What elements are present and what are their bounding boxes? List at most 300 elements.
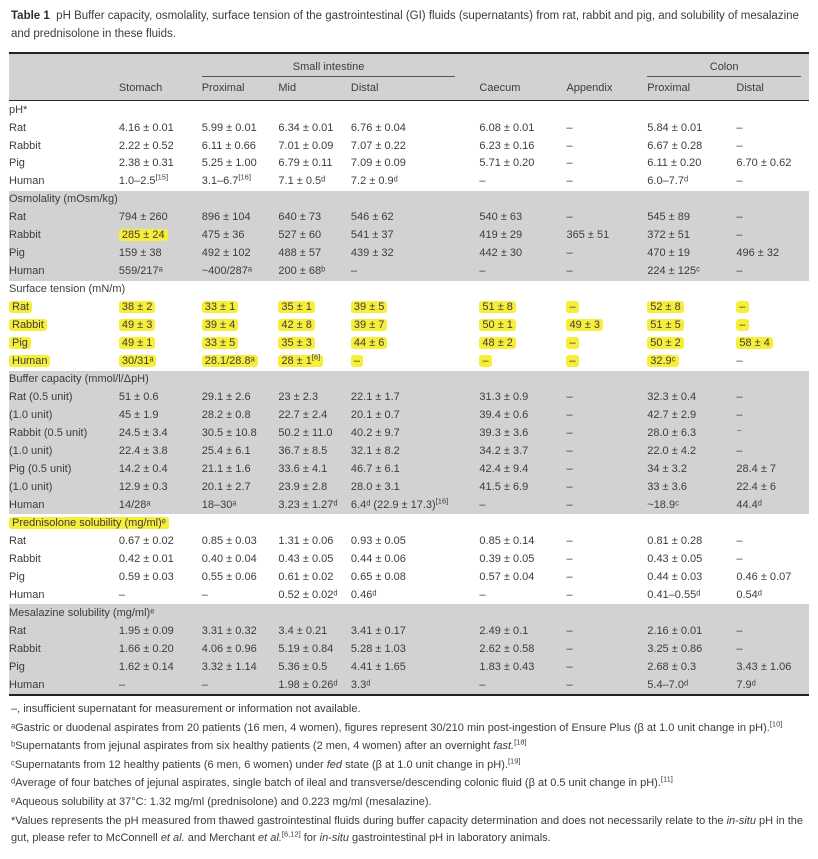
- data-cell: 5.19 ± 0.84: [278, 640, 351, 658]
- data-cell: 1.66 ± 0.20: [119, 640, 202, 658]
- row-label: Pig: [9, 245, 119, 263]
- data-cell: 2.38 ± 0.31: [118, 157, 174, 170]
- data-cell: –: [566, 658, 647, 676]
- section-header-row: [9, 514, 809, 532]
- data-cell: 470 ± 19: [647, 245, 736, 263]
- table-row: [9, 119, 809, 137]
- data-cell: 6.76 ± 0.04: [350, 121, 406, 134]
- table-header: [9, 53, 809, 101]
- table-row: [9, 209, 809, 227]
- data-cell: 419 ± 29: [479, 227, 566, 245]
- row-label: Rabbit: [9, 227, 119, 245]
- row-label: Pig (0.5 unit): [9, 460, 119, 478]
- row-label: Human: [9, 676, 119, 695]
- data-cell: –: [351, 263, 480, 281]
- data-cell: 2.62 ± 0.58: [479, 640, 566, 658]
- row-label: Pig: [9, 157, 25, 170]
- data-cell: 6.79 ± 0.11: [278, 157, 333, 170]
- data-cell: [202, 317, 279, 335]
- section-header-row: [9, 191, 809, 209]
- data-cell: 439 ± 32: [351, 245, 480, 263]
- data-cell: ~400/287ᵃ: [202, 263, 279, 281]
- header-spacer: [9, 53, 202, 80]
- table-row: [9, 586, 809, 604]
- data-cell: 794 ± 260: [119, 209, 202, 227]
- data-cell: 22.7 ± 2.4: [278, 407, 351, 425]
- data-cell: [278, 353, 351, 371]
- data-cell: [278, 299, 351, 317]
- table-row: [9, 425, 809, 443]
- data-cell: 14.2 ± 0.4: [119, 460, 202, 478]
- table-row: [9, 299, 809, 317]
- highlight: 51 ± 8: [479, 301, 516, 313]
- data-cell: 28.4 ± 7: [736, 460, 809, 478]
- data-cell: 0.39 ± 0.05: [479, 552, 535, 565]
- data-cell: 3.3ᵈ: [351, 676, 480, 695]
- data-cell: 0.44 ± 0.06: [350, 552, 406, 565]
- data-cell: –: [566, 175, 573, 188]
- data-cell: 3.4 ± 0.21: [278, 622, 351, 640]
- data-cell: 20.1 ± 2.7: [202, 478, 279, 496]
- table-row: [9, 245, 809, 263]
- data-cell: –: [736, 622, 809, 640]
- highlight: 35 ± 1: [278, 301, 315, 313]
- data-cell: 22.0 ± 4.2: [647, 442, 736, 460]
- highlight: 49 ± 1: [119, 337, 156, 349]
- data-cell: [351, 317, 480, 335]
- data-cell: 28.0 ± 6.3: [647, 425, 736, 443]
- data-cell: –: [566, 676, 647, 695]
- data-cell: [479, 353, 566, 371]
- data-cell: 39.3 ± 3.6: [479, 425, 566, 443]
- data-cell: 6.11 ± 0.20: [647, 157, 702, 170]
- data-cell: 42.4 ± 9.4: [479, 460, 566, 478]
- row-label: [9, 353, 119, 371]
- table-caption: [11, 8, 807, 44]
- table-row: [9, 353, 809, 371]
- data-cell: 2.68 ± 0.3: [647, 658, 736, 676]
- data-cell: 492 ± 102: [202, 245, 279, 263]
- data-cell: [479, 299, 566, 317]
- row-label: (1.0 unit): [9, 478, 119, 496]
- data-cell: –: [566, 245, 647, 263]
- data-cell: 372 ± 51: [647, 227, 736, 245]
- data-cell: –: [566, 622, 647, 640]
- data-cell: –: [566, 478, 647, 496]
- highlight: Rabbit: [9, 319, 47, 331]
- row-label: Rat: [9, 121, 27, 134]
- highlight: 28 ± 1[6]: [278, 355, 323, 367]
- data-cell: –: [479, 496, 566, 514]
- data-cell: [566, 335, 647, 353]
- data-cell: [647, 335, 736, 353]
- data-cell: 0.52 ± 0.02ᵈ: [278, 588, 338, 601]
- data-cell: –: [736, 355, 743, 368]
- table-row: [9, 317, 809, 335]
- table-row: [9, 335, 809, 353]
- highlight: 38 ± 2: [119, 301, 156, 313]
- column-group-colon: [647, 53, 809, 80]
- data-cell: –: [479, 588, 486, 601]
- data-cell: 0.81 ± 0.28: [647, 534, 703, 547]
- data-cell: 7.9ᵈ: [736, 676, 809, 695]
- row-label: Human: [9, 263, 119, 281]
- data-cell: –: [566, 139, 573, 152]
- data-cell: 0.65 ± 0.08: [350, 570, 406, 583]
- section-header-row: [9, 281, 809, 299]
- highlight: 39 ± 4: [202, 319, 239, 331]
- data-cell: ⁻: [736, 425, 809, 443]
- data-cell: [566, 317, 647, 335]
- column-header-proximal: Proximal: [647, 80, 736, 101]
- data-cell: 6.4ᵈ (22.9 ± 17.3)[16]: [351, 496, 480, 514]
- data-cell: 640 ± 73: [278, 209, 351, 227]
- data-cell: 7.1 ± 0.5ᵈ: [278, 175, 326, 188]
- data-cell: –: [566, 157, 573, 170]
- highlight: 39 ± 5: [351, 301, 388, 313]
- table-row: [9, 137, 809, 155]
- data-cell: 1.95 ± 0.09: [119, 622, 202, 640]
- data-cell: 42.7 ± 2.9: [647, 407, 736, 425]
- table-row: [9, 676, 809, 695]
- data-cell: 12.9 ± 0.3: [119, 478, 202, 496]
- data-cell: 45 ± 1.9: [119, 407, 202, 425]
- section-header: Buffer capacity (mmol/l/ΔpH): [9, 371, 809, 389]
- highlight: Human: [9, 355, 50, 367]
- highlight: 52 ± 8: [647, 301, 684, 313]
- highlight: 28.1/28.8ᵃ: [202, 355, 258, 367]
- data-cell: 7.01 ± 0.09: [278, 139, 334, 152]
- table-row: [9, 389, 809, 407]
- highlight: Rat: [9, 301, 32, 313]
- data-cell: 0.85 ± 0.03: [201, 534, 257, 547]
- highlight: –: [479, 355, 491, 367]
- highlight: –: [736, 319, 748, 331]
- data-cell: [647, 353, 736, 371]
- row-label: [9, 299, 119, 317]
- column-group-small-intestine: [202, 53, 480, 80]
- table-row: [9, 173, 809, 191]
- table-body: [9, 101, 809, 695]
- data-cell: 496 ± 32: [736, 245, 809, 263]
- data-cell: 0.67 ± 0.02: [118, 534, 174, 547]
- data-cell: –: [479, 676, 566, 695]
- data-cell: [202, 335, 279, 353]
- table-row: [9, 227, 809, 245]
- section-header: Mesalazine solubility (mg/ml)ᵉ: [9, 604, 809, 622]
- highlight: –: [566, 355, 578, 367]
- data-cell: 3.32 ± 1.14: [202, 658, 279, 676]
- section-header: pH*: [9, 103, 28, 116]
- data-cell: 21.1 ± 1.6: [202, 460, 279, 478]
- data-cell: –: [736, 263, 809, 281]
- highlight: 58 ± 4: [736, 337, 773, 349]
- section-header-row: [9, 101, 809, 119]
- highlight: 285 ± 24: [119, 229, 168, 241]
- data-cell: 5.36 ± 0.5: [278, 658, 351, 676]
- data-cell: 2.22 ± 0.52: [118, 139, 174, 152]
- table-row: [9, 155, 809, 173]
- data-cell: 22.4 ± 6: [736, 478, 809, 496]
- data-cell: –: [566, 389, 647, 407]
- data-cell: 5.71 ± 0.20: [479, 157, 535, 170]
- data-cell: 0.46ᵈ: [350, 588, 377, 601]
- row-label: Rabbit (0.5 unit): [9, 425, 119, 443]
- highlight: 39 ± 7: [351, 319, 388, 331]
- footnote: ᵉAqueous solubility at 37°C: 1.32 mg/ml (prednisolone) and 0.223 mg/ml (mesalazine).: [11, 796, 432, 808]
- row-label: Rat: [9, 534, 27, 547]
- data-cell: 475 ± 36: [202, 227, 279, 245]
- highlight: 50 ± 2: [647, 337, 684, 349]
- table-row: [9, 658, 809, 676]
- highlight: 32.9ᶜ: [647, 355, 678, 367]
- data-cell: 5.84 ± 0.01: [647, 121, 703, 134]
- data-cell: [479, 317, 566, 335]
- data-cell: 6.67 ± 0.28: [647, 139, 703, 152]
- section-header: [9, 514, 809, 532]
- data-cell: 527 ± 60: [278, 227, 351, 245]
- table-row: [9, 263, 809, 281]
- table-row: [9, 460, 809, 478]
- footnote: –, insufficient supernatant for measurement or information not available.: [11, 703, 361, 716]
- data-cell: [119, 317, 202, 335]
- data-cell: –: [566, 588, 573, 601]
- data-cell: 224 ± 125ᶜ: [647, 263, 736, 281]
- data-cell: 6.11 ± 0.66: [201, 139, 256, 152]
- row-label: [9, 317, 119, 335]
- data-cell: 0.43 ± 0.05: [647, 552, 703, 565]
- column-header-caecum: Caecum: [479, 80, 566, 101]
- footnote: ᵃGastric or duodenal aspirates from 20 patients (16 men, 4 women), figures represent 30/210 min post-ingestion of Ensure Plus (β at 1.0 unit change in pH).[10]: [11, 718, 783, 734]
- data-cell: –: [566, 534, 573, 547]
- data-cell: 33.6 ± 4.1: [278, 460, 351, 478]
- data-cell: 4.16 ± 0.01: [118, 121, 174, 134]
- data-cell: 3.1–6.7[16]: [201, 172, 251, 188]
- data-cell: 0.54ᵈ: [736, 588, 762, 601]
- data-cell: –: [479, 263, 566, 281]
- data-cell: 6.23 ± 0.16: [479, 139, 535, 152]
- column-group-label: Small intestine: [202, 56, 456, 77]
- data-cell: 30.5 ± 10.8: [202, 425, 279, 443]
- data-cell: 5.99 ± 0.01: [201, 121, 257, 134]
- table-row: [9, 442, 809, 460]
- highlight: –: [566, 301, 578, 313]
- data-cell: 40.2 ± 9.7: [351, 425, 480, 443]
- data-cell: –: [566, 640, 647, 658]
- data-cell: 3.31 ± 0.32: [202, 622, 279, 640]
- row-label: Rabbit: [9, 640, 119, 658]
- data-cell: –: [479, 175, 486, 188]
- column-header-proximal: Proximal: [202, 80, 279, 101]
- highlight: –: [566, 337, 578, 349]
- data-cell: 4.41 ± 1.65: [351, 658, 480, 676]
- data-cell: [479, 335, 566, 353]
- data-cell: 23 ± 2.3: [278, 389, 351, 407]
- data-cell: [278, 317, 351, 335]
- data-cell: 28.0 ± 3.1: [351, 478, 480, 496]
- data-cell: –: [736, 407, 809, 425]
- highlight: 44 ± 6: [351, 337, 388, 349]
- data-cell: 23.9 ± 2.8: [278, 478, 351, 496]
- data-cell: [647, 317, 736, 335]
- data-cell: 0.85 ± 0.14: [479, 534, 535, 547]
- footnotes: [9, 701, 809, 848]
- data-cell: 2.49 ± 0.1: [479, 622, 566, 640]
- footnote: *Values represents the pH measured from thawed gastrointestinal fluids during buffer capacity determination and does not necessarily relate to the in-situ pH in the gut, please refer to McConnell et al. and Merchant et al.[6,12] for in-situ gastrointestinal pH in laboratory animals.: [11, 814, 804, 845]
- data-cell: 0.57 ± 0.04: [479, 570, 535, 583]
- data-cell: –: [736, 640, 809, 658]
- data-cell: –: [566, 460, 647, 478]
- column-header-empty: [9, 80, 119, 101]
- data-cell: 44.4ᵈ: [736, 496, 809, 514]
- highlight: 48 ± 2: [479, 337, 516, 349]
- gi-fluids-table: [9, 52, 809, 696]
- data-cell: 3.43 ± 1.06: [736, 658, 809, 676]
- column-header-appendix: Appendix: [566, 80, 647, 101]
- table-row: [9, 478, 809, 496]
- section-header: Surface tension (mN/m): [9, 283, 126, 296]
- data-cell: 25.4 ± 6.1: [202, 442, 279, 460]
- column-header-mid: Mid: [278, 80, 351, 101]
- data-cell: 7.09 ± 0.09: [350, 157, 406, 170]
- row-label: Rabbit: [9, 139, 41, 152]
- data-cell: 3.25 ± 0.86: [647, 640, 736, 658]
- data-cell: [202, 353, 279, 371]
- data-cell: –: [118, 588, 125, 601]
- data-cell: 1.62 ± 0.14: [119, 658, 202, 676]
- data-cell: –: [736, 175, 743, 188]
- data-cell: [119, 335, 202, 353]
- data-cell: –: [566, 552, 573, 565]
- data-cell: –: [736, 209, 809, 227]
- data-cell: 6.70 ± 0.62: [736, 157, 792, 170]
- data-cell: 5.25 ± 1.00: [201, 157, 257, 170]
- data-cell: 0.42 ± 0.01: [118, 552, 174, 565]
- highlight: 33 ± 1: [202, 301, 239, 313]
- data-cell: 22.1 ± 1.7: [351, 389, 480, 407]
- data-cell: 0.44 ± 0.03: [647, 570, 703, 583]
- data-cell: 2.16 ± 0.01: [647, 622, 736, 640]
- data-cell: 1.98 ± 0.26ᵈ: [278, 676, 351, 695]
- data-cell: 0.40 ± 0.04: [201, 552, 257, 565]
- highlight: Prednisolone solubility (mg/ml)ᵉ: [9, 517, 169, 529]
- highlight: Pig: [9, 337, 31, 349]
- data-cell: 14/28ᵃ: [119, 496, 202, 514]
- data-cell: 896 ± 104: [202, 209, 279, 227]
- data-cell: 46.7 ± 6.1: [351, 460, 480, 478]
- table-caption-text: pH Buffer capacity, osmolality, surface tension of the gastrointestinal (GI) fluids (supernatants) from rat, rabbit and pig, and solubility of mesalazine and prednisolone in these fluids.: [11, 10, 799, 40]
- data-cell: 0.59 ± 0.03: [118, 570, 174, 583]
- data-cell: [736, 335, 809, 353]
- footnote: ᶜSupernatants from 12 healthy patients (6 men, 6 women) under fed state (β at 1.0 unit change in pH).[19]: [11, 756, 521, 771]
- data-cell: [351, 335, 480, 353]
- data-cell: 34 ± 3.2: [647, 460, 736, 478]
- data-cell: 6.0–7.7ᵈ: [647, 175, 689, 188]
- highlight: 33 ± 5: [202, 337, 239, 349]
- data-cell: 559/217ᵃ: [119, 263, 202, 281]
- row-label: Rat: [9, 622, 119, 640]
- highlight: 49 ± 3: [119, 319, 156, 331]
- data-cell: 0.41–0.55ᵈ: [647, 588, 701, 601]
- data-cell: 39.4 ± 0.6: [479, 407, 566, 425]
- data-cell: 488 ± 57: [278, 245, 351, 263]
- footnote: ᵇSupernatants from jejunal aspirates from six healthy patients (2 men, 4 women) after an overnight fast.[18]: [11, 737, 527, 753]
- row-label: [9, 335, 119, 353]
- data-cell: 24.5 ± 3.4: [119, 425, 202, 443]
- data-cell: 0.46 ± 0.07: [736, 570, 792, 583]
- header-spacer: [479, 53, 647, 80]
- data-cell: [736, 317, 809, 335]
- row-label: Human: [9, 175, 45, 188]
- row-label: Pig: [9, 570, 25, 583]
- data-cell: [736, 299, 809, 317]
- data-cell: [351, 353, 480, 371]
- table-row: [9, 640, 809, 658]
- data-cell: –: [736, 534, 743, 547]
- data-cell: 1.31 ± 0.06: [278, 534, 334, 547]
- data-cell: [202, 299, 279, 317]
- data-cell: 200 ± 68ᵇ: [278, 263, 351, 281]
- data-cell: –: [566, 263, 647, 281]
- highlight: –: [736, 301, 748, 313]
- data-cell: 28.2 ± 0.8: [202, 407, 279, 425]
- table-row: [9, 496, 809, 514]
- data-cell: 18–30ᵃ: [202, 496, 279, 514]
- row-label: (1.0 unit): [9, 407, 119, 425]
- data-cell: 36.7 ± 8.5: [278, 442, 351, 460]
- data-cell: 1.0–2.5[15]: [118, 172, 169, 188]
- data-cell: 50.2 ± 11.0: [278, 425, 351, 443]
- data-cell: –: [736, 552, 743, 565]
- data-cell: 7.2 ± 0.9ᵈ: [350, 175, 398, 188]
- data-cell: 0.93 ± 0.05: [350, 534, 406, 547]
- data-cell: –: [119, 676, 202, 695]
- data-cell: –: [202, 676, 279, 695]
- data-cell: 6.08 ± 0.01: [479, 121, 535, 134]
- data-cell: 3.41 ± 0.17: [351, 622, 480, 640]
- data-cell: ~18.9ᶜ: [647, 496, 736, 514]
- data-cell: 29.1 ± 2.6: [202, 389, 279, 407]
- data-cell: 41.5 ± 6.9: [479, 478, 566, 496]
- table-row: [9, 407, 809, 425]
- highlight: 35 ± 3: [278, 337, 315, 349]
- data-cell: –: [566, 442, 647, 460]
- data-cell: 540 ± 63: [479, 209, 566, 227]
- data-cell: 22.4 ± 3.8: [119, 442, 202, 460]
- data-cell: –: [566, 121, 573, 134]
- data-cell: 442 ± 30: [479, 245, 566, 263]
- data-cell: 51 ± 0.6: [119, 389, 202, 407]
- data-cell: 20.1 ± 0.7: [351, 407, 480, 425]
- column-group-row: [9, 53, 809, 80]
- data-cell: –: [736, 442, 809, 460]
- data-cell: [119, 227, 202, 245]
- row-label: Rabbit: [9, 552, 41, 565]
- table-row: [9, 550, 809, 568]
- data-cell: –: [566, 425, 647, 443]
- table-row: [9, 568, 809, 586]
- column-header-distal: Distal: [351, 80, 480, 101]
- data-cell: [566, 299, 647, 317]
- data-cell: 0.43 ± 0.05: [278, 552, 334, 565]
- section-header: Osmolality (mOsm/kg): [9, 191, 809, 209]
- section-header-row: [9, 604, 809, 622]
- data-cell: 545 ± 89: [647, 209, 736, 227]
- data-cell: 5.28 ± 1.03: [351, 640, 480, 658]
- data-cell: –: [566, 570, 573, 583]
- data-cell: [647, 299, 736, 317]
- section-header-row: [9, 371, 809, 389]
